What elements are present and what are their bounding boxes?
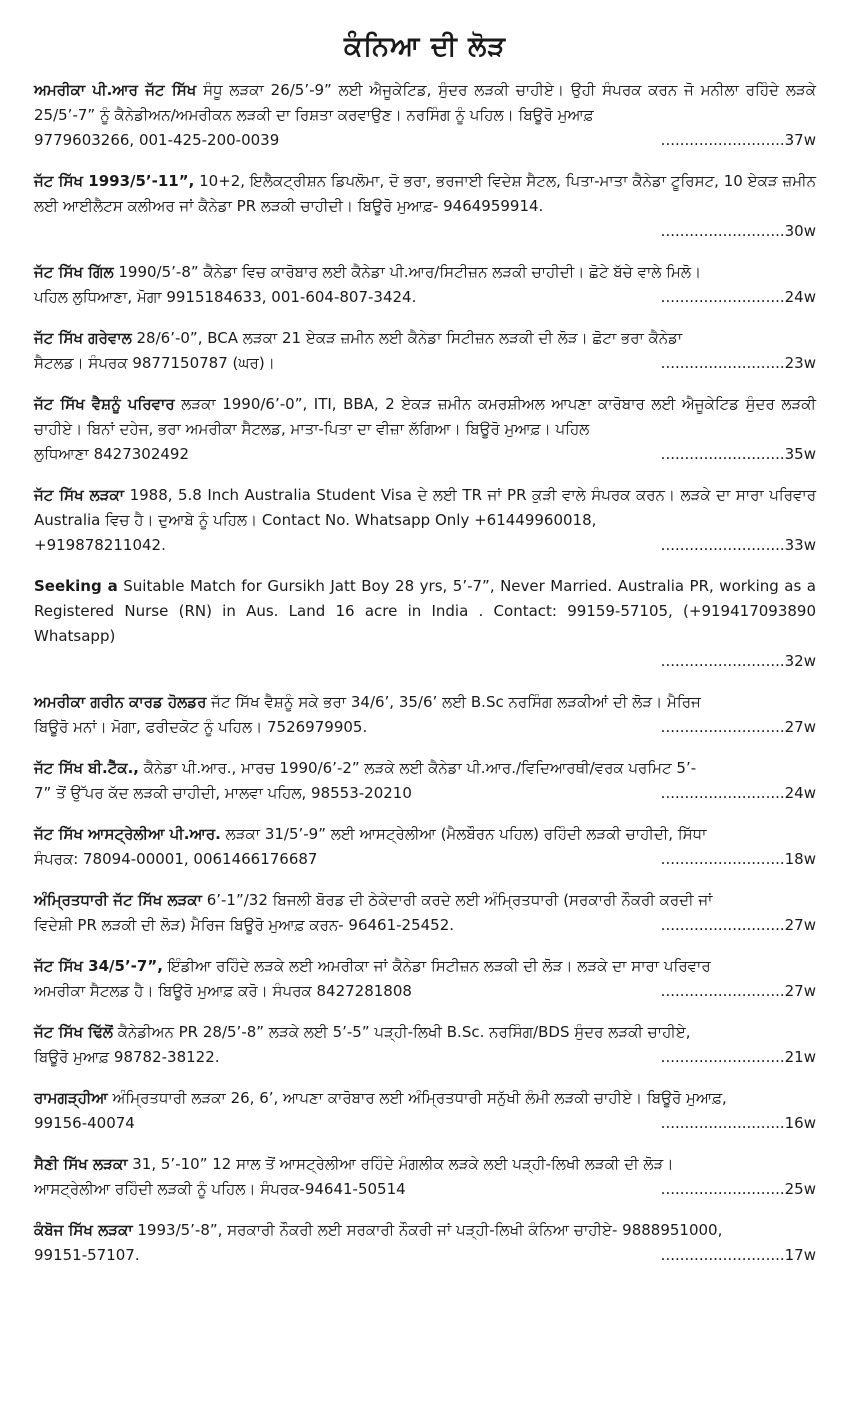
ad-lead: ਰਾਮਗੜ੍ਹੀਆ (34, 1089, 108, 1107)
ad-body: 1993/5’-8”, ਸਰਕਾਰੀ ਨੌਕਰੀ ਲਈ ਸਰਕਾਰੀ ਨੌਕਰੀ ਜਾਂ ਪੜ੍ਹੀ-ਲਿਖੀ ਕੰਨਿਆ ਚਾਹੀਏ- 9888951000, (132, 1221, 723, 1239)
ad-entry (34, 1086, 816, 1136)
ad-lead: ਜੱਟ ਸਿੱਖ ਗਰੇਵਾਲ (34, 329, 132, 347)
ad-code: ..........................27w (660, 718, 816, 736)
ad-body: ਅੰਮ੍ਰਿਤਧਾਰੀ ਲੜਕਾ 26, 6’, ਆਪਣਾ ਕਾਰੋਬਾਰ ਲਈ ਅੰਮ੍ਰਿਤਧਾਰੀ ਸਨੁੱਖੀ ਲੰਮੀ ਲੜਕੀ ਚਾਹੀਏ। ਬਿਊਰੋ ਮੁਆਫ਼, (107, 1089, 727, 1107)
ad-code: ..........................16w (660, 1114, 816, 1132)
ad-footer (34, 1111, 816, 1136)
ad-lead: ਜੱਟ ਸਿੱਖ ਲੜਕਾ (34, 486, 125, 504)
ad-lead: ਜੱਟ ਸਿੱਖ ਵੈਸ਼ਨੂੰ ਪਰਿਵਾਰ (34, 395, 175, 413)
ad-entry (34, 326, 816, 376)
ad-body: 28/6’-0”, BCA ਲੜਕਾ 21 ਏਕੜ ਜ਼ਮੀਨ ਲਈ ਕੈਨੇਡਾ ਸਿਟੀਜ਼ਨ ਲੜਕੀ ਦੀ ਲੋੜ। ਛੋਟਾ ਭਰਾ ਕੈਨੇਡਾ (131, 329, 683, 347)
ad-body: ਸੰਧੂ ਲੜਕਾ 26/5’-9” ਲਈ ਐਜੂਕੇਟਿਡ, ਸੁੰਦਰ ਲੜਕੀ ਚਾਹੀਏ। ਉਹੀ ਸੰਪਰਕ ਕਰਨ ਜੋ ਮਨੀਲਾ ਰਹਿੰਦੇ ਲੜਕੇ 25/5’-7” ਨੂੰ ਕੈਨੇਡੀਅਨ/ਅਮਰੀਕਨ ਲੜਕੀ ਦਾ ਰਿਸ਼ਤਾ ਕਰਵਾਉਣ। ਨਰਸਿੰਗ ਨੂੰ ਪਹਿਲ। ਬਿਊਰੋ ਮੁਆਫ਼ (34, 81, 816, 124)
ad-code: ..........................32w (660, 652, 816, 670)
ad-body: 1990/5’-8” ਕੈਨੇਡਾ ਵਿਚ ਕਾਰੋਬਾਰ ਲਈ ਕੈਨੇਡਾ ਪੀ.ਆਰ/ਸਿਟੀਜ਼ਨ ਲੜਕੀ ਚਾਹੀਦੀ। ਛੋਟੇ ਬੱਚੇ ਵਾਲੇ ਮਿਲੋ। (113, 263, 702, 281)
ad-text (34, 1218, 816, 1243)
ad-footer (34, 1177, 816, 1202)
ad-footer (34, 442, 816, 467)
ads-list (34, 78, 816, 1268)
ad-code: ..........................27w (660, 982, 816, 1000)
ad-text (34, 169, 816, 219)
ad-lead: ਜੱਟ ਸਿੱਖ ਆਸਟ੍ਰੇਲੀਆ ਪੀ.ਆਰ. (34, 825, 221, 843)
ad-text (34, 78, 816, 128)
ad-footer (34, 1045, 816, 1070)
ad-lead: ਜੱਟ ਸਿੱਖ 1993/5’-11”, (34, 172, 195, 190)
ad-entry (34, 954, 816, 1004)
ad-text (34, 1152, 816, 1177)
ad-body: 6’-1”/32 ਬਿਜਲੀ ਬੋਰਡ ਦੀ ਠੇਕੇਦਾਰੀ ਕਰਦੇ ਲਈ ਅੰਮ੍ਰਿਤਧਾਰੀ (ਸਰਕਾਰੀ ਨੌਕਰੀ ਕਰਦੀ ਜਾਂ (201, 891, 713, 909)
ad-lead: ਜੱਟ ਸਿੱਖ 34/5’-7”, (34, 957, 163, 975)
ad-text (34, 1020, 816, 1045)
ad-code: ..........................35w (660, 445, 816, 463)
ad-entry (34, 1020, 816, 1070)
ad-text (34, 888, 816, 913)
ad-body: Suitable Match for Gursikh Jatt Boy 28 yrs, 5’-7”, Never Married. Australia PR, working as a Registered Nurse (RN) in Aus. Land 16 acre in India . Contact: 99159-57105, (+919417093890 Whatsapp) (34, 577, 816, 645)
ad-code: ..........................17w (660, 1246, 816, 1264)
ad-footer (34, 649, 816, 674)
ad-contact: 99156-40074 (34, 1114, 135, 1132)
ad-body: ਜੱਟ ਸਿੱਖ ਵੈਸ਼ਨੂੰ ਸਕੇ ਭਰਾ 34/6’, 35/6’ ਲਈ B.Sc ਨਰਸਿੰਗ ਲੜਕੀਆਂ ਦੀ ਲੋੜ। ਮੈਰਿਜ (206, 693, 701, 711)
ad-contact: 7” ਤੋਂ ਉੱਪਰ ਕੱਦ ਲੜਕੀ ਚਾਹੀਦੀ, ਮਾਲਵਾ ਪਹਿਲ, 98553-20210 (34, 784, 412, 802)
ad-entry (34, 574, 816, 674)
ad-entry (34, 1152, 816, 1202)
ad-text (34, 574, 816, 649)
ad-lead: Seeking a (34, 577, 118, 595)
ad-body: ਕੈਨੇਡਾ ਪੀ.ਆਰ., ਮਾਰਚ 1990/6’-2” ਲੜਕੇ ਲਈ ਕੈਨੇਡਾ ਪੀ.ਆਰ./ਵਿਦਿਆਰਥੀ/ਵਰਕ ਪਰਮਿਟ 5’- (139, 759, 697, 777)
ad-entry (34, 169, 816, 244)
ad-code: ..........................33w (660, 536, 816, 554)
ad-entry (34, 690, 816, 740)
ad-contact: ਸੈਟਲਡ। ਸੰਪਰਕ 9877150787 (ਘਰ)। (34, 354, 275, 372)
ad-lead: ਜੱਟ ਸਿੱਖ ਬੀ.ਟੈੱਕ., (34, 759, 139, 777)
ad-contact: ਆਸਟ੍ਰੇਲੀਆ ਰਹਿੰਦੀ ਲੜਕੀ ਨੂੰ ਪਹਿਲ। ਸੰਪਰਕ-94641-50514 (34, 1180, 406, 1198)
ad-contact: 99151-57107. (34, 1246, 140, 1264)
ad-contact: ਲੁਧਿਆਣਾ 8427302492 (34, 445, 189, 463)
ad-body: ਲੜਕਾ 1990/6’-0”, ITI, BBA, 2 ਏਕੜ ਜ਼ਮੀਨ ਕਮਰਸ਼ੀਅਲ ਆਪਣਾ ਕਾਰੋਬਾਰ ਲਈ ਐਜੂਕੇਟਿਡ ਸੁੰਦਰ ਲੜਕੀ ਚਾਹੀਏ। ਬਿਨਾਂ ਦਹੇਜ, ਭਰਾ ਅਮਰੀਕਾ ਸੈਟਲਡ, ਮਾਤਾ-ਪਿਤਾ ਦਾ ਵੀਜ਼ਾ ਲੱਗਿਆ। ਬਿਊਰੋ ਮੁਆਫ਼। ਪਹਿਲ (34, 395, 816, 438)
ad-text (34, 1086, 816, 1111)
ad-entry (34, 78, 816, 153)
ad-body: ਲੜਕਾ 31/5’-9” ਲਈ ਆਸਟ੍ਰੇਲੀਆ (ਮੈਲਬੌਰਨ ਪਹਿਲ) ਰਹਿੰਦੀ ਲੜਕੀ ਚਾਹੀਦੀ, ਸਿੱਧਾ (220, 825, 707, 843)
ad-footer (34, 781, 816, 806)
ad-contact: ਬਿਊਰੋ ਮੁਆਫ਼ 98782-38122. (34, 1048, 220, 1066)
ad-body: 1988, 5.8 Inch Australia Student Visa ਦੇ ਲਈ TR ਜਾਂ PR ਕੁੜੀ ਵਾਲੇ ਸੰਪਰਕ ਕਰਨ। ਲੜਕੇ ਦਾ ਸਾਰਾ ਪਰਿਵਾਰ Australia ਵਿਚ ਹੈ। ਦੁਆਬੇ ਨੂੰ ਪਹਿਲ। Contact No. Whatsapp Only +61449960018, (34, 486, 816, 529)
ad-contact: ਪਹਿਲ ਲੁਧਿਆਣਾ, ਮੋਗਾ 9915184633, 001-604-807-3424. (34, 288, 417, 306)
ad-body: 10+2, ਇਲੈਕਟ੍ਰੀਸ਼ਨ ਡਿਪਲੋਮਾ, ਦੋ ਭਰਾ, ਭਰਜਾਈ ਵਿਦੇਸ਼ ਸੈਟਲ, ਪਿਤਾ-ਮਾਤਾ ਕੈਨੇਡਾ ਟੂਰਿਸਟ, 10 ਏਕੜ ਜ਼ਮੀਨ ਲਈ ਆਈਲੈਟਸ ਕਲੀਅਰ ਜਾਂ ਕੈਨੇਡਾ PR ਲੜਕੀ ਚਾਹੀਦੀ। ਬਿਊਰੋ ਮੁਆਫ਼- 9464959914. (34, 172, 817, 215)
ad-text (34, 690, 816, 715)
ad-entry (34, 888, 816, 938)
ad-code: ..........................27w (660, 916, 816, 934)
ad-code: ..........................30w (660, 222, 816, 240)
ad-lead: ਸੈਣੀ ਸਿੱਖ ਲੜਕਾ (34, 1155, 128, 1173)
ad-footer (34, 715, 816, 740)
ad-text (34, 822, 816, 847)
ad-body: 31, 5’-10” 12 ਸਾਲ ਤੋਂ ਆਸਟ੍ਰੇਲੀਆ ਰਹਿੰਦੇ ਮੰਗਲੀਕ ਲੜਕੇ ਲਈ ਪੜ੍ਹੀ-ਲਿਖੀ ਲੜਕੀ ਦੀ ਲੋੜ। (127, 1155, 674, 1173)
ad-code: ..........................24w (660, 288, 816, 306)
ad-contact: 9779603266, 001-425-200-0039 (34, 131, 280, 149)
ad-code: ..........................25w (660, 1180, 816, 1198)
ad-contact: ਵਿਦੇਸ਼ੀ PR ਲੜਕੀ ਦੀ ਲੋੜ) ਮੈਰਿਜ ਬਿਊਰੋ ਮੁਆਫ਼ ਕਰਨ- 96461-25452. (34, 916, 455, 934)
page-title: ਕੰਨਿਆ ਦੀ ਲੋੜ (343, 31, 507, 62)
ad-code: ..........................37w (660, 131, 816, 149)
ad-lead: ਅਮਰੀਕਾ ਗਰੀਨ ਕਾਰਡ ਹੋਲਡਰ (34, 693, 207, 711)
ad-text (34, 483, 816, 533)
ad-entry (34, 822, 816, 872)
ad-contact: ਅਮਰੀਕਾ ਸੈਟਲਡ ਹੈ। ਬਿਊਰੋ ਮੁਆਫ਼ ਕਰੋ। ਸੰਪਰਕ 8427281808 (34, 982, 412, 1000)
ad-footer (34, 351, 816, 376)
ad-body: ਕੈਨੇਡੀਅਨ PR 28/5’-8” ਲੜਕੇ ਲਈ 5’-5” ਪੜ੍ਹੀ-ਲਿਖੀ B.Sc. ਨਰਸਿੰਗ/BDS ਸੁੰਦਰ ਲੜਕੀ ਚਾਹੀਏ, (112, 1023, 691, 1041)
ad-code: ..........................18w (660, 850, 816, 868)
ad-footer (34, 533, 816, 558)
ad-lead: ਕੰਬੋਜ ਸਿੱਖ ਲੜਕਾ (34, 1221, 133, 1239)
ad-entry (34, 1218, 816, 1268)
ad-body: ਇੰਡੀਆ ਰਹਿੰਦੇ ਲੜਕੇ ਲਈ ਅਮਰੀਕਾ ਜਾਂ ਕੈਨੇਡਾ ਸਿਟੀਜ਼ਨ ਲੜਕੀ ਦੀ ਲੋੜ। ਲੜਕੇ ਦਾ ਸਾਰਾ ਪਰਿਵਾਰ (162, 957, 711, 975)
ad-entry (34, 392, 816, 467)
ad-footer (34, 219, 816, 244)
ad-text (34, 260, 816, 285)
ad-entry (34, 483, 816, 558)
ad-footer (34, 1243, 816, 1268)
ad-lead: ਅਮਰੀਕਾ ਪੀ.ਆਰ ਜੱਟ ਸਿੱਖ (34, 81, 197, 99)
ad-code: ..........................24w (660, 784, 816, 802)
ad-text (34, 392, 816, 442)
ad-footer (34, 847, 816, 872)
ad-entry (34, 260, 816, 310)
ad-text (34, 954, 816, 979)
ad-entry (34, 756, 816, 806)
ad-lead: ਅੰਮ੍ਰਿਤਧਾਰੀ ਜੱਟ ਸਿੱਖ ਲੜਕਾ (34, 891, 202, 909)
ad-lead: ਜੱਟ ਸਿੱਖ ਢਿੱਲੋਂ (34, 1023, 113, 1041)
ad-text (34, 756, 816, 781)
ad-text (34, 326, 816, 351)
ad-footer (34, 285, 816, 310)
ad-footer (34, 979, 816, 1004)
ad-code: ..........................21w (660, 1048, 816, 1066)
ad-contact: ਬਿਊਰੋ ਮਨਾਂ। ਮੋਗਾ, ਫਰੀਦਕੋਟ ਨੂੰ ਪਹਿਲ। 7526979905. (34, 718, 368, 736)
ad-footer (34, 913, 816, 938)
ad-code: ..........................23w (660, 354, 816, 372)
ad-lead: ਜੱਟ ਸਿੱਖ ਗਿੱਲ (34, 263, 114, 281)
ad-contact: +919878211042. (34, 536, 166, 554)
ad-footer (34, 128, 816, 153)
ad-contact: ਸੰਪਰਕ: 78094-00001, 0061466176687 (34, 850, 318, 868)
